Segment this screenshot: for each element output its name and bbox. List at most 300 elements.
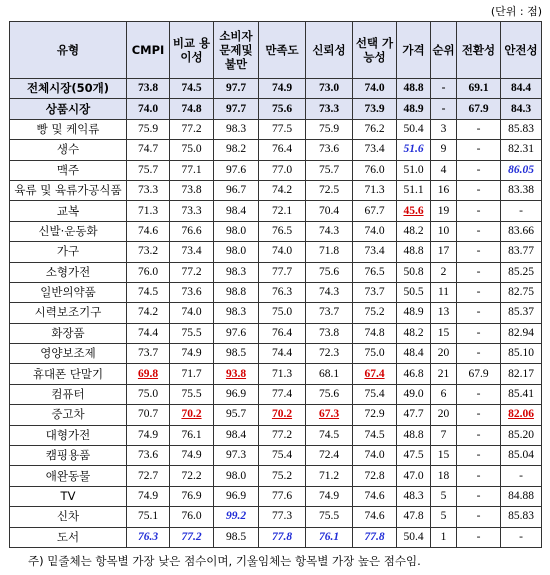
table-cell xyxy=(170,527,214,547)
table-cell: 74.5 xyxy=(306,425,353,445)
table-cell: 96.9 xyxy=(214,384,259,404)
table-cell: 73.2 xyxy=(127,242,170,262)
table-cell: 48.4 xyxy=(397,344,431,364)
table-cell: 96.7 xyxy=(214,180,259,200)
table-cell: 4 xyxy=(431,160,457,180)
highest-score: 76.3 xyxy=(137,530,159,543)
table-cell: 98.3 xyxy=(214,262,259,282)
table-cell: 98.4 xyxy=(214,201,259,221)
table-cell: 75.1 xyxy=(127,507,170,527)
lowest-score: 82.06 xyxy=(508,408,534,421)
table-cell: 51.0 xyxy=(397,160,431,180)
table-cell: 75.0 xyxy=(353,344,397,364)
table-cell: 85.37 xyxy=(501,303,542,323)
table-cell: 73.7 xyxy=(306,303,353,323)
lowest-score: 69.8 xyxy=(137,367,159,380)
table-cell: 75.4 xyxy=(353,384,397,404)
table-cell: 83.77 xyxy=(501,242,542,262)
row-label: 상품시장 xyxy=(10,99,127,119)
table-cell: 77.1 xyxy=(170,160,214,180)
summary-row xyxy=(10,79,542,99)
table-cell: 67.9 xyxy=(457,364,501,384)
table-cell: 72.8 xyxy=(353,466,397,486)
table-cell: 85.41 xyxy=(501,384,542,404)
table-cell: 75.0 xyxy=(259,303,306,323)
table-cell: - xyxy=(457,425,501,445)
table-cell: 48.8 xyxy=(397,242,431,262)
table-cell: 76.1 xyxy=(170,425,214,445)
table-cell: 20 xyxy=(431,344,457,364)
table-cell: 21 xyxy=(431,364,457,384)
lowest-score: 67.3 xyxy=(318,408,340,421)
table-cell: 15 xyxy=(431,446,457,466)
table-cell: 82.94 xyxy=(501,323,542,343)
table-cell: 7 xyxy=(431,425,457,445)
table-cell: 11 xyxy=(431,282,457,302)
table-cell: 15 xyxy=(431,323,457,343)
table-cell: 3 xyxy=(431,119,457,139)
table-cell: 74.9 xyxy=(170,344,214,364)
table-cell: 74.9 xyxy=(127,486,170,506)
table-cell: 73.8 xyxy=(170,180,214,200)
table-cell: 96.9 xyxy=(214,486,259,506)
table-cell: - xyxy=(501,466,542,486)
table-cell: 68.1 xyxy=(306,364,353,384)
table-cell: - xyxy=(457,221,501,241)
table-cell: 74.6 xyxy=(353,486,397,506)
table-cell: 73.3 xyxy=(170,201,214,221)
row-label: 육류 및 육류가공식품 xyxy=(10,180,127,200)
table-cell: 46.8 xyxy=(397,364,431,384)
table-cell: 98.0 xyxy=(214,466,259,486)
table-cell: 98.2 xyxy=(214,140,259,160)
header-price: 가격 xyxy=(397,22,431,79)
highest-score: 77.8 xyxy=(364,530,385,543)
table-row xyxy=(10,119,542,139)
table-cell: 20 xyxy=(431,405,457,425)
table-row xyxy=(10,364,542,384)
table-cell xyxy=(353,364,397,384)
table-cell: 82.31 xyxy=(501,140,542,160)
table-cell: 77.3 xyxy=(259,507,306,527)
table-cell: 73.4 xyxy=(353,242,397,262)
table-cell: 47.7 xyxy=(397,405,431,425)
table-row xyxy=(10,527,542,547)
table-cell: 18 xyxy=(431,466,457,486)
table-cell: 48.9 xyxy=(397,303,431,323)
table-row xyxy=(10,384,542,404)
table-row xyxy=(10,180,542,200)
table-cell: 77.2 xyxy=(170,262,214,282)
table-row xyxy=(10,323,542,343)
table-cell: 74.2 xyxy=(127,303,170,323)
header-rank: 순위 xyxy=(431,22,457,79)
table-cell: 74.8 xyxy=(170,99,214,119)
table-cell: 47.5 xyxy=(397,446,431,466)
table-cell xyxy=(127,527,170,547)
row-label: TV xyxy=(10,486,127,506)
table-cell: 75.0 xyxy=(127,384,170,404)
table-cell: 76.0 xyxy=(353,160,397,180)
table-cell xyxy=(501,160,542,180)
header-type: 유형 xyxy=(10,22,127,79)
highest-score: 76.1 xyxy=(318,530,340,543)
table-cell xyxy=(259,527,306,547)
table-cell: - xyxy=(457,119,501,139)
table-cell: - xyxy=(457,466,501,486)
table-cell: 77.6 xyxy=(259,486,306,506)
header-safety: 안전성 xyxy=(501,22,542,79)
table-cell: - xyxy=(457,140,501,160)
table-cell: 48.2 xyxy=(397,221,431,241)
table-cell: - xyxy=(457,262,501,282)
table-cell: 85.04 xyxy=(501,446,542,466)
table-cell: 74.0 xyxy=(353,79,397,99)
table-cell: 74.2 xyxy=(259,180,306,200)
table-cell: 76.5 xyxy=(353,262,397,282)
table-cell: 9 xyxy=(431,140,457,160)
table-cell: 67.7 xyxy=(353,201,397,221)
table-cell: 19 xyxy=(431,201,457,221)
cmpi-table xyxy=(9,21,542,548)
table-cell: 73.0 xyxy=(306,79,353,99)
table-cell: 49.0 xyxy=(397,384,431,404)
row-label: 휴대폰 단말기 xyxy=(10,364,127,384)
row-label: 시력보조기구 xyxy=(10,303,127,323)
table-cell: 74.8 xyxy=(353,323,397,343)
table-cell: - xyxy=(457,282,501,302)
row-label: 소형가전 xyxy=(10,262,127,282)
table-cell: 74.0 xyxy=(127,99,170,119)
table-cell xyxy=(259,405,306,425)
table-cell: 74.0 xyxy=(353,221,397,241)
table-cell: 75.9 xyxy=(306,119,353,139)
table-row xyxy=(10,466,542,486)
table-cell: 6 xyxy=(431,384,457,404)
table-cell: 98.5 xyxy=(214,344,259,364)
lowest-score: 93.8 xyxy=(225,367,247,380)
table-cell: - xyxy=(457,160,501,180)
table-cell: - xyxy=(457,446,501,466)
table-cell: 48.8 xyxy=(397,79,431,99)
table-row xyxy=(10,140,542,160)
table-cell: 98.3 xyxy=(214,303,259,323)
table-row xyxy=(10,201,542,221)
table-cell: 76.3 xyxy=(259,282,306,302)
table-cell: 75.6 xyxy=(306,262,353,282)
table-cell: 70.4 xyxy=(306,201,353,221)
table-cell: 82.17 xyxy=(501,364,542,384)
row-label: 생수 xyxy=(10,140,127,160)
row-label: 대형가전 xyxy=(10,425,127,445)
table-cell: 82.75 xyxy=(501,282,542,302)
table-cell: 74.3 xyxy=(306,282,353,302)
table-cell: 75.0 xyxy=(170,140,214,160)
row-label: 맥주 xyxy=(10,160,127,180)
table-cell xyxy=(306,527,353,547)
table-cell xyxy=(501,405,542,425)
header-comparability: 비교 용이성 xyxy=(170,22,214,79)
table-cell: 73.4 xyxy=(170,242,214,262)
table-cell: 97.7 xyxy=(214,79,259,99)
table-cell: 5 xyxy=(431,486,457,506)
table-cell: - xyxy=(457,486,501,506)
table-cell: 73.9 xyxy=(353,99,397,119)
table-cell: - xyxy=(501,527,542,547)
table-cell xyxy=(170,405,214,425)
table-cell: 74.3 xyxy=(306,221,353,241)
table-cell: 74.7 xyxy=(127,140,170,160)
table-cell: 17 xyxy=(431,242,457,262)
table-cell: 71.7 xyxy=(170,364,214,384)
table-cell: 77.2 xyxy=(259,425,306,445)
table-cell: 85.10 xyxy=(501,344,542,364)
table-cell xyxy=(306,405,353,425)
table-cell: 72.7 xyxy=(127,466,170,486)
row-label: 컴퓨터 xyxy=(10,384,127,404)
header-switching: 전환성 xyxy=(457,22,501,79)
table-cell: 98.5 xyxy=(214,527,259,547)
row-label: 전체시장(50개) xyxy=(10,79,127,99)
table-cell: 47.8 xyxy=(397,507,431,527)
row-label: 교복 xyxy=(10,201,127,221)
table-cell: 76.0 xyxy=(127,262,170,282)
table-cell: 76.4 xyxy=(259,323,306,343)
table-cell: - xyxy=(457,507,501,527)
table-cell: - xyxy=(431,79,457,99)
table-cell: 85.25 xyxy=(501,262,542,282)
table-cell: 84.88 xyxy=(501,486,542,506)
highest-score: 77.2 xyxy=(181,530,202,543)
table-cell: 48.2 xyxy=(397,323,431,343)
table-cell: - xyxy=(431,99,457,119)
unit-label: (단위 : 점) xyxy=(490,5,542,18)
table-cell: 10 xyxy=(431,221,457,241)
row-label: 중고차 xyxy=(10,405,127,425)
row-label: 화장품 xyxy=(10,323,127,343)
table-cell: 76.4 xyxy=(259,140,306,160)
header-consumer-problems: 소비자 문제및 불만 xyxy=(214,22,259,79)
table-cell: 98.8 xyxy=(214,282,259,302)
table-cell: 75.7 xyxy=(127,160,170,180)
table-cell: 76.5 xyxy=(259,221,306,241)
row-label: 일반의약품 xyxy=(10,282,127,302)
table-cell xyxy=(397,140,431,160)
table-cell: 74.9 xyxy=(259,79,306,99)
table-cell: 85.83 xyxy=(501,119,542,139)
table-cell: 72.1 xyxy=(259,201,306,221)
header-choice: 선택 가능성 xyxy=(353,22,397,79)
highest-score: 99.2 xyxy=(225,510,247,523)
table-cell: 73.3 xyxy=(127,180,170,200)
table-cell: 71.8 xyxy=(306,242,353,262)
table-cell: - xyxy=(501,201,542,221)
table-cell: 48.3 xyxy=(397,486,431,506)
table-row xyxy=(10,425,542,445)
table-cell: - xyxy=(457,344,501,364)
table-cell: 74.5 xyxy=(127,282,170,302)
table-cell: 77.7 xyxy=(259,262,306,282)
table-cell: 50.4 xyxy=(397,119,431,139)
table-cell: 73.6 xyxy=(127,446,170,466)
table-row xyxy=(10,221,542,241)
table-cell: 74.4 xyxy=(259,344,306,364)
table-cell: 72.4 xyxy=(306,446,353,466)
table-row xyxy=(10,446,542,466)
table-cell: 67.9 xyxy=(457,99,501,119)
table-cell: 72.3 xyxy=(306,344,353,364)
table-cell: - xyxy=(457,405,501,425)
table-cell: 75.5 xyxy=(306,507,353,527)
table-cell: 74.0 xyxy=(170,303,214,323)
table-cell xyxy=(127,364,170,384)
table-cell: 13 xyxy=(431,303,457,323)
table-cell: 76.0 xyxy=(170,507,214,527)
row-label: 신차 xyxy=(10,507,127,527)
table-cell: 74.9 xyxy=(170,446,214,466)
table-cell: 74.9 xyxy=(306,486,353,506)
table-row xyxy=(10,262,542,282)
table-cell: 77.2 xyxy=(170,119,214,139)
table-cell: 71.3 xyxy=(259,364,306,384)
table-cell: 70.7 xyxy=(127,405,170,425)
table-cell: 51.1 xyxy=(397,180,431,200)
table-cell: - xyxy=(457,180,501,200)
highest-score: 51.6 xyxy=(403,143,424,156)
table-cell: 83.66 xyxy=(501,221,542,241)
table-cell: 97.7 xyxy=(214,99,259,119)
table-cell: 48.9 xyxy=(397,99,431,119)
table-cell: - xyxy=(457,242,501,262)
summary-row xyxy=(10,99,542,119)
table-cell: 74.0 xyxy=(259,242,306,262)
table-cell: 75.4 xyxy=(259,446,306,466)
row-label: 도서 xyxy=(10,527,127,547)
table-cell: 75.7 xyxy=(306,160,353,180)
table-cell: 72.5 xyxy=(306,180,353,200)
table-cell: 76.2 xyxy=(353,119,397,139)
table-cell: 74.5 xyxy=(353,425,397,445)
table-cell: - xyxy=(457,323,501,343)
table-cell: 98.0 xyxy=(214,242,259,262)
table-cell: 71.3 xyxy=(127,201,170,221)
table-cell: 74.9 xyxy=(127,425,170,445)
table-cell: - xyxy=(457,303,501,323)
table-cell: 77.5 xyxy=(259,119,306,139)
table-cell: - xyxy=(457,527,501,547)
header-row xyxy=(10,22,542,79)
table-cell: - xyxy=(457,384,501,404)
table-cell xyxy=(397,201,431,221)
table-cell: 72.2 xyxy=(170,466,214,486)
table-cell: 73.3 xyxy=(306,99,353,119)
table-cell: 98.4 xyxy=(214,425,259,445)
table-cell: 75.5 xyxy=(170,323,214,343)
row-label: 빵 및 케익류 xyxy=(10,119,127,139)
table-cell xyxy=(353,527,397,547)
table-cell: 73.8 xyxy=(127,79,170,99)
table-cell: 1 xyxy=(431,527,457,547)
table-cell: 50.4 xyxy=(397,527,431,547)
table-cell: 73.4 xyxy=(353,140,397,160)
table-cell: 5 xyxy=(431,507,457,527)
lowest-score: 70.2 xyxy=(181,408,202,421)
table-cell: 50.8 xyxy=(397,262,431,282)
table-cell: 16 xyxy=(431,180,457,200)
table-cell xyxy=(214,364,259,384)
table-cell: 85.20 xyxy=(501,425,542,445)
lowest-score: 45.6 xyxy=(403,204,424,217)
table-cell: 50.5 xyxy=(397,282,431,302)
table-cell: 98.3 xyxy=(214,119,259,139)
row-label: 가구 xyxy=(10,242,127,262)
table-row xyxy=(10,344,542,364)
header-reliability: 신뢰성 xyxy=(306,22,353,79)
row-label: 캠핑용품 xyxy=(10,446,127,466)
table-cell: 75.6 xyxy=(259,99,306,119)
table-cell: 71.2 xyxy=(306,466,353,486)
table-cell: 75.9 xyxy=(127,119,170,139)
row-label: 영양보조제 xyxy=(10,344,127,364)
table-cell: 74.6 xyxy=(353,507,397,527)
table-cell: 75.2 xyxy=(353,303,397,323)
table-cell: 73.6 xyxy=(170,282,214,302)
table-cell: 73.8 xyxy=(306,323,353,343)
table-row xyxy=(10,160,542,180)
table-cell: 71.3 xyxy=(353,180,397,200)
table-cell: 74.4 xyxy=(127,323,170,343)
table-cell: 77.4 xyxy=(259,384,306,404)
table-cell: 76.6 xyxy=(170,221,214,241)
table-cell: 75.2 xyxy=(259,466,306,486)
table-cell: 74.5 xyxy=(170,79,214,99)
footnote: 주) 밑줄체는 항목별 가장 낮은 점수이며, 기울임체는 항목별 가장 높은 점수임. xyxy=(28,554,421,568)
table-cell: 74.0 xyxy=(353,446,397,466)
row-label: 신발·운동화 xyxy=(10,221,127,241)
table-row xyxy=(10,303,542,323)
table-row xyxy=(10,486,542,506)
table-row xyxy=(10,405,542,425)
header-cmpi: CMPI xyxy=(127,22,170,79)
table-cell: 73.7 xyxy=(127,344,170,364)
table-cell: 98.0 xyxy=(214,221,259,241)
table-cell: 73.6 xyxy=(306,140,353,160)
table-cell xyxy=(214,507,259,527)
table-cell: 47.0 xyxy=(397,466,431,486)
table-cell: 97.3 xyxy=(214,446,259,466)
table-cell: - xyxy=(457,201,501,221)
table-cell: 75.5 xyxy=(170,384,214,404)
table-cell: 77.0 xyxy=(259,160,306,180)
table-cell: 72.9 xyxy=(353,405,397,425)
table-cell: 97.6 xyxy=(214,323,259,343)
table-body xyxy=(10,79,542,548)
table-cell: 84.3 xyxy=(501,99,542,119)
table-cell: 2 xyxy=(431,262,457,282)
table-cell: 95.7 xyxy=(214,405,259,425)
row-label: 애완동물 xyxy=(10,466,127,486)
table-cell: 85.83 xyxy=(501,507,542,527)
table-cell: 75.6 xyxy=(306,384,353,404)
highest-score: 86.05 xyxy=(508,163,534,176)
table-cell: 74.6 xyxy=(127,221,170,241)
table-cell: 69.1 xyxy=(457,79,501,99)
lowest-score: 70.2 xyxy=(271,408,293,421)
table-row xyxy=(10,282,542,302)
table-row xyxy=(10,507,542,527)
table-cell: 48.8 xyxy=(397,425,431,445)
header-satisfaction: 만족도 xyxy=(259,22,306,79)
